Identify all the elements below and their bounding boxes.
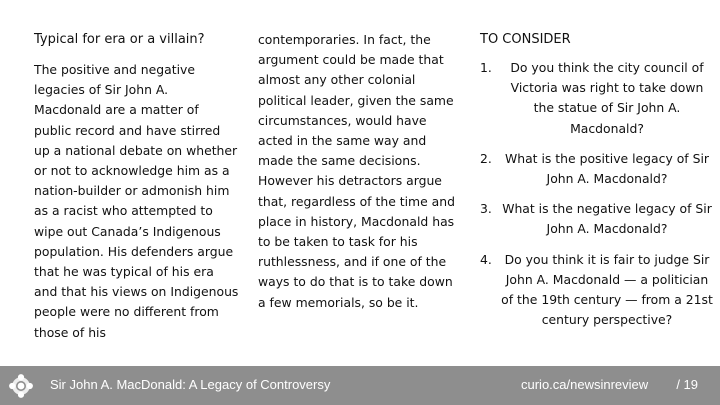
question-item <box>480 58 715 139</box>
cbc-gem-icon <box>8 373 34 399</box>
column-right <box>480 30 715 340</box>
question-list <box>480 58 715 330</box>
page-number: / 19 <box>676 377 698 392</box>
question-text: Do you think the city council of Victoria was right to take down the statue of Sir John A. Macdonald? <box>510 60 704 136</box>
question-text: What is the negative legacy of Sir John A. Macdonald? <box>502 201 712 237</box>
question-item <box>480 149 715 189</box>
continued-paragraph: contemporaries. In fact, the argument could be made that almost any other colonial political leader, given the same circumstances, would have acted in the same way and made the same decisions. However his detractors argue that, regardless of the time and place in history, Macdonald has to be taken to task for his ruthlessness, and if one of the ways to do that is to take down a few memorials, so be it. <box>258 32 455 310</box>
question-number: 2. <box>480 150 492 166</box>
intro-paragraph: The positive and negative legacies of Sir John A. Macdonald are a matter of public record and have stirred up a national debate on whether or not to acknowledge him as a nation-builder or admonish him as a racist who attempted to wipe out Canada’s Indigenous population. His defenders argue that he was typical of his era and that his views on Indigenous people were no different from those of his <box>34 62 239 340</box>
question-item <box>480 250 715 331</box>
footer-title: Sir John A. MacDonald: A Legacy of Controversy <box>50 377 331 392</box>
question-number: 4. <box>480 251 492 267</box>
section-heading: Typical for era or a villain? <box>34 32 205 47</box>
question-number: 3. <box>480 201 492 217</box>
question-item <box>480 199 715 239</box>
question-text: Do you think it is fair to judge Sir John A. Macdonald — a politician of the 19th century — from a 21st century perspective? <box>501 251 713 328</box>
footer-url[interactable]: curio.ca/newsinreview <box>521 377 649 392</box>
question-number: 1. <box>480 60 492 75</box>
to-consider-heading: TO CONSIDER <box>480 32 571 47</box>
column-middle <box>258 30 463 313</box>
question-text: What is the positive legacy of Sir John A. Macdonald? <box>504 150 710 187</box>
footer-bar <box>0 366 720 405</box>
column-left <box>34 30 239 343</box>
